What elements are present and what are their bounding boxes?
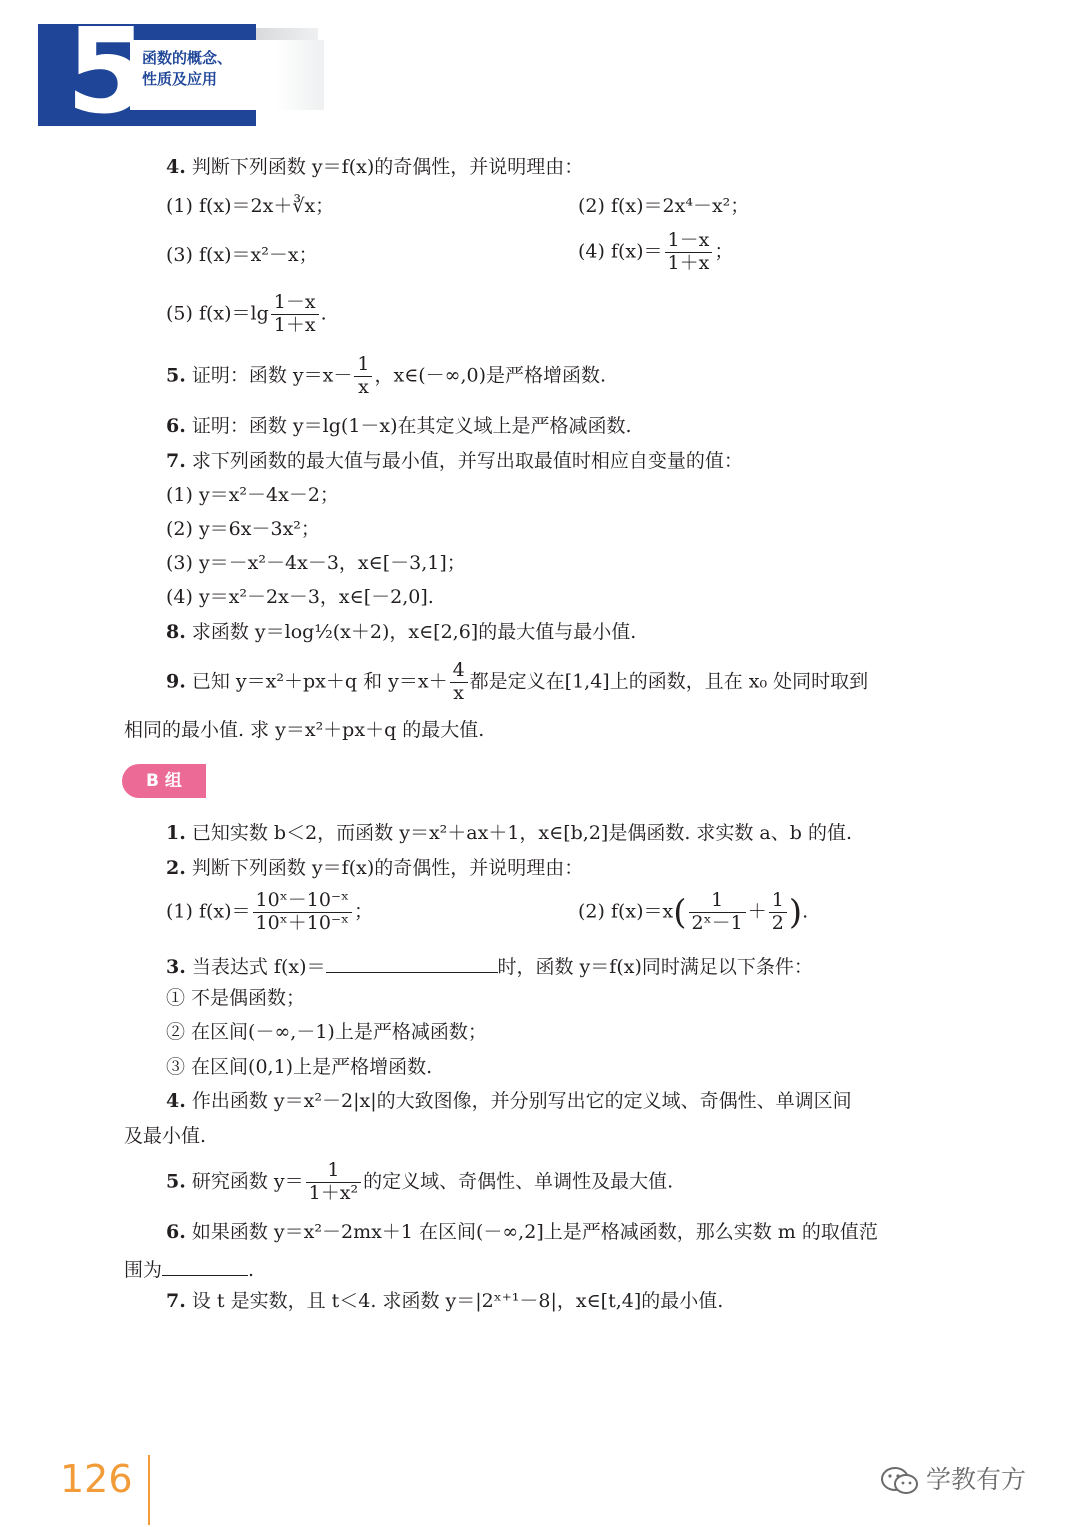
b-q2-p2-fraction1 — [689, 890, 746, 935]
fraction-numerator: 1 — [769, 890, 787, 913]
a-q8 — [166, 620, 636, 644]
a-q5-pre: 证明：函数 y＝x－ — [191, 364, 353, 387]
answer-blank[interactable] — [326, 952, 498, 973]
a-q4-p5-post: . — [320, 302, 327, 325]
chapter-number: 5 — [66, 2, 149, 140]
a-q6 — [166, 414, 632, 438]
a-q4-p2 — [578, 194, 749, 218]
b-q7 — [166, 1289, 723, 1313]
b-q2-p2-label: (2) — [578, 900, 605, 923]
b-q3-cond: ③ 在区间(0,1)上是严格增函数. — [166, 1056, 433, 1078]
a-q4 — [166, 155, 583, 179]
fraction-denominator: x — [453, 681, 464, 704]
a-q5 — [166, 354, 606, 399]
b-q2-p2-post: . — [802, 900, 809, 923]
a-q4-p3-label: (3) — [166, 244, 193, 266]
b-q4-num: 4. — [166, 1090, 186, 1112]
fraction-denominator: 1＋x — [273, 313, 316, 336]
group-b-badge: B 组 — [122, 764, 206, 798]
a-q7-num: 7. — [166, 450, 186, 472]
a-q4-p4-label: (4) — [578, 240, 605, 263]
a-q4-p3 — [166, 243, 318, 267]
fraction-numerator: 4 — [450, 660, 468, 683]
b-q4 — [166, 1089, 852, 1113]
fraction-numerator: 10ˣ－10⁻ˣ — [253, 890, 353, 913]
b-q2-p2-pre: f(x)＝x — [610, 900, 674, 923]
a-q4-p4-fraction — [665, 230, 713, 275]
a-q4-p1-label: (1) — [166, 195, 193, 217]
a-q4-p5-pre: f(x)＝lg — [198, 302, 269, 325]
b-q2-text: 判断下列函数 y＝f(x)的奇偶性，并说明理由： — [191, 857, 584, 879]
a-q4-p1-expr: f(x)＝2x＋∛x； — [198, 195, 335, 217]
a-q5-num: 5. — [166, 364, 186, 387]
b-q6-line2-pre: 围为 — [124, 1259, 163, 1281]
a-q4-p5-label: (5) — [166, 302, 193, 325]
b-q5-fraction — [306, 1160, 361, 1205]
chapter-header — [38, 2, 318, 140]
a-q4-p4-post: ； — [714, 240, 734, 263]
a-q4-p5 — [166, 292, 327, 337]
a-q9-line2: 相同的最小值. 求 y＝x²＋px＋q 的最大值. — [124, 719, 485, 741]
fraction-denominator: 10ˣ＋10⁻ˣ — [255, 911, 350, 934]
watermark-text: 学教有方 — [926, 1465, 1027, 1494]
b-q4-line1: 作出函数 y＝x²－2|x|的大致图像，并分别写出它的定义域、奇偶性、单调区间 — [191, 1090, 852, 1112]
a-q7-item: (3) y＝－x²－4x－3，x∈[－3,1]； — [166, 552, 466, 574]
b-q5 — [166, 1160, 673, 1205]
a-q8-text: 求函数 y＝log½(x＋2)，x∈[2,6]的最大值与最小值. — [191, 621, 637, 643]
b-q7-num: 7. — [166, 1290, 186, 1312]
chapter-title — [142, 48, 232, 90]
b-q5-pre: 研究函数 y＝ — [191, 1170, 304, 1193]
fraction-denominator: 1＋x² — [308, 1181, 359, 1204]
chapter-title-line1: 函数的概念、 — [142, 49, 233, 67]
fraction-denominator: 1＋x — [667, 251, 710, 274]
b-q1 — [166, 821, 852, 845]
page-number-divider — [148, 1455, 150, 1525]
a-q6-num: 6. — [166, 415, 186, 437]
b-q6-line2-post: . — [248, 1259, 255, 1281]
b-q2-p2 — [578, 890, 808, 935]
b-q6-line1: 如果函数 y＝x²－2mx＋1 在区间(－∞,2]上是严格减函数，那么实数 m 的取值范 — [191, 1221, 878, 1243]
fraction-numerator: 1 — [354, 354, 372, 377]
a-q7 — [166, 449, 743, 473]
b-q7-text: 设 t 是实数，且 t＜4. 求函数 y＝|2ˣ⁺¹－8|，x∈[t,4]的最小值. — [191, 1290, 724, 1312]
a-q8-num: 8. — [166, 621, 186, 643]
b-q6 — [166, 1220, 878, 1244]
fraction-numerator: 1－x — [665, 230, 713, 253]
a-q5-post: ，x∈(－∞,0)是严格增函数. — [374, 364, 607, 387]
a-q4-text: 判断下列函数 y＝f(x)的奇偶性，并说明理由： — [191, 156, 584, 178]
a-q7-item: (4) y＝x²－2x－3，x∈[－2,0]. — [166, 586, 434, 608]
chapter-title-line2: 性质及应用 — [142, 70, 218, 88]
a-q4-p4 — [578, 230, 733, 275]
b-q2 — [166, 856, 583, 880]
left-paren: ( — [673, 892, 687, 933]
b-q3-num: 3. — [166, 956, 186, 978]
b-q3-post: 时，函数 y＝f(x)同时满足以下条件： — [497, 956, 813, 978]
fraction-denominator: 2 — [771, 911, 784, 934]
a-q4-p3-expr: f(x)＝x²－x； — [198, 244, 318, 266]
b-q4-line2: 及最小值. — [124, 1125, 207, 1147]
a-q4-p1 — [166, 194, 334, 218]
b-q5-post: 的定义域、奇偶性、单调性及最大值. — [363, 1170, 674, 1193]
b-q2-p1-pre: f(x)＝ — [198, 900, 251, 923]
fraction-denominator: x — [358, 375, 369, 398]
a-q7-item: (1) y＝x²－4x－2； — [166, 484, 339, 506]
b-q2-p1 — [166, 890, 373, 935]
watermark — [880, 1460, 1026, 1497]
b-q6-line2 — [124, 1255, 254, 1282]
b-q3-pre: 当表达式 f(x)＝ — [191, 956, 326, 978]
a-q7-item: (2) y＝6x－3x²； — [166, 518, 320, 540]
b-q6-num: 6. — [166, 1221, 186, 1243]
wechat-icon — [880, 1465, 926, 1494]
a-q9-fraction — [450, 660, 468, 705]
b-q1-num: 1. — [166, 822, 186, 844]
b-q2-p2-fraction2 — [769, 890, 787, 935]
a-q9-num: 9. — [166, 670, 186, 693]
a-q4-p4-pre: f(x)＝ — [610, 240, 663, 263]
answer-blank[interactable] — [162, 1255, 248, 1276]
a-q4-p2-label: (2) — [578, 195, 605, 217]
page-number: 126 — [60, 1457, 133, 1501]
fraction-numerator: 1 — [306, 1160, 361, 1183]
a-q6-text: 证明：函数 y＝lg(1－x)在其定义域上是严格减函数. — [191, 415, 632, 437]
a-q9-pre: 已知 y＝x²＋px＋q 和 y＝x＋ — [191, 670, 448, 693]
b-q2-p1-fraction — [253, 890, 353, 935]
plus-sign: ＋ — [747, 900, 767, 923]
b-q3 — [166, 952, 813, 979]
a-q5-fraction — [354, 354, 372, 399]
b-q3-cond: ① 不是偶函数； — [166, 987, 306, 1009]
fraction-denominator: 2ˣ－1 — [691, 911, 743, 934]
fraction-numerator: 1 — [689, 890, 746, 913]
b-q2-p1-label: (1) — [166, 900, 193, 923]
b-q2-num: 2. — [166, 857, 186, 879]
a-q4-num: 4. — [166, 156, 186, 178]
fraction-numerator: 1－x — [271, 292, 319, 315]
a-q9-post: 都是定义在[1,4]上的函数，且在 x₀ 处同时取到 — [469, 670, 869, 693]
b-q1-text: 已知实数 b＜2，而函数 y＝x²＋ax＋1，x∈[b,2]是偶函数. 求实数 a、b 的值. — [191, 822, 853, 844]
b-q2-p1-post: ； — [354, 900, 374, 923]
a-q9 — [166, 660, 868, 705]
b-q5-num: 5. — [166, 1170, 186, 1193]
a-q7-text: 求下列函数的最大值与最小值，并写出取最值时相应自变量的值： — [191, 450, 743, 472]
b-q3-cond: ② 在区间(－∞,－1)上是严格减函数； — [166, 1021, 487, 1043]
a-q4-p5-fraction — [271, 292, 319, 337]
a-q4-p2-expr: f(x)＝2x⁴－x²； — [610, 195, 750, 217]
right-paren: ) — [788, 892, 803, 933]
